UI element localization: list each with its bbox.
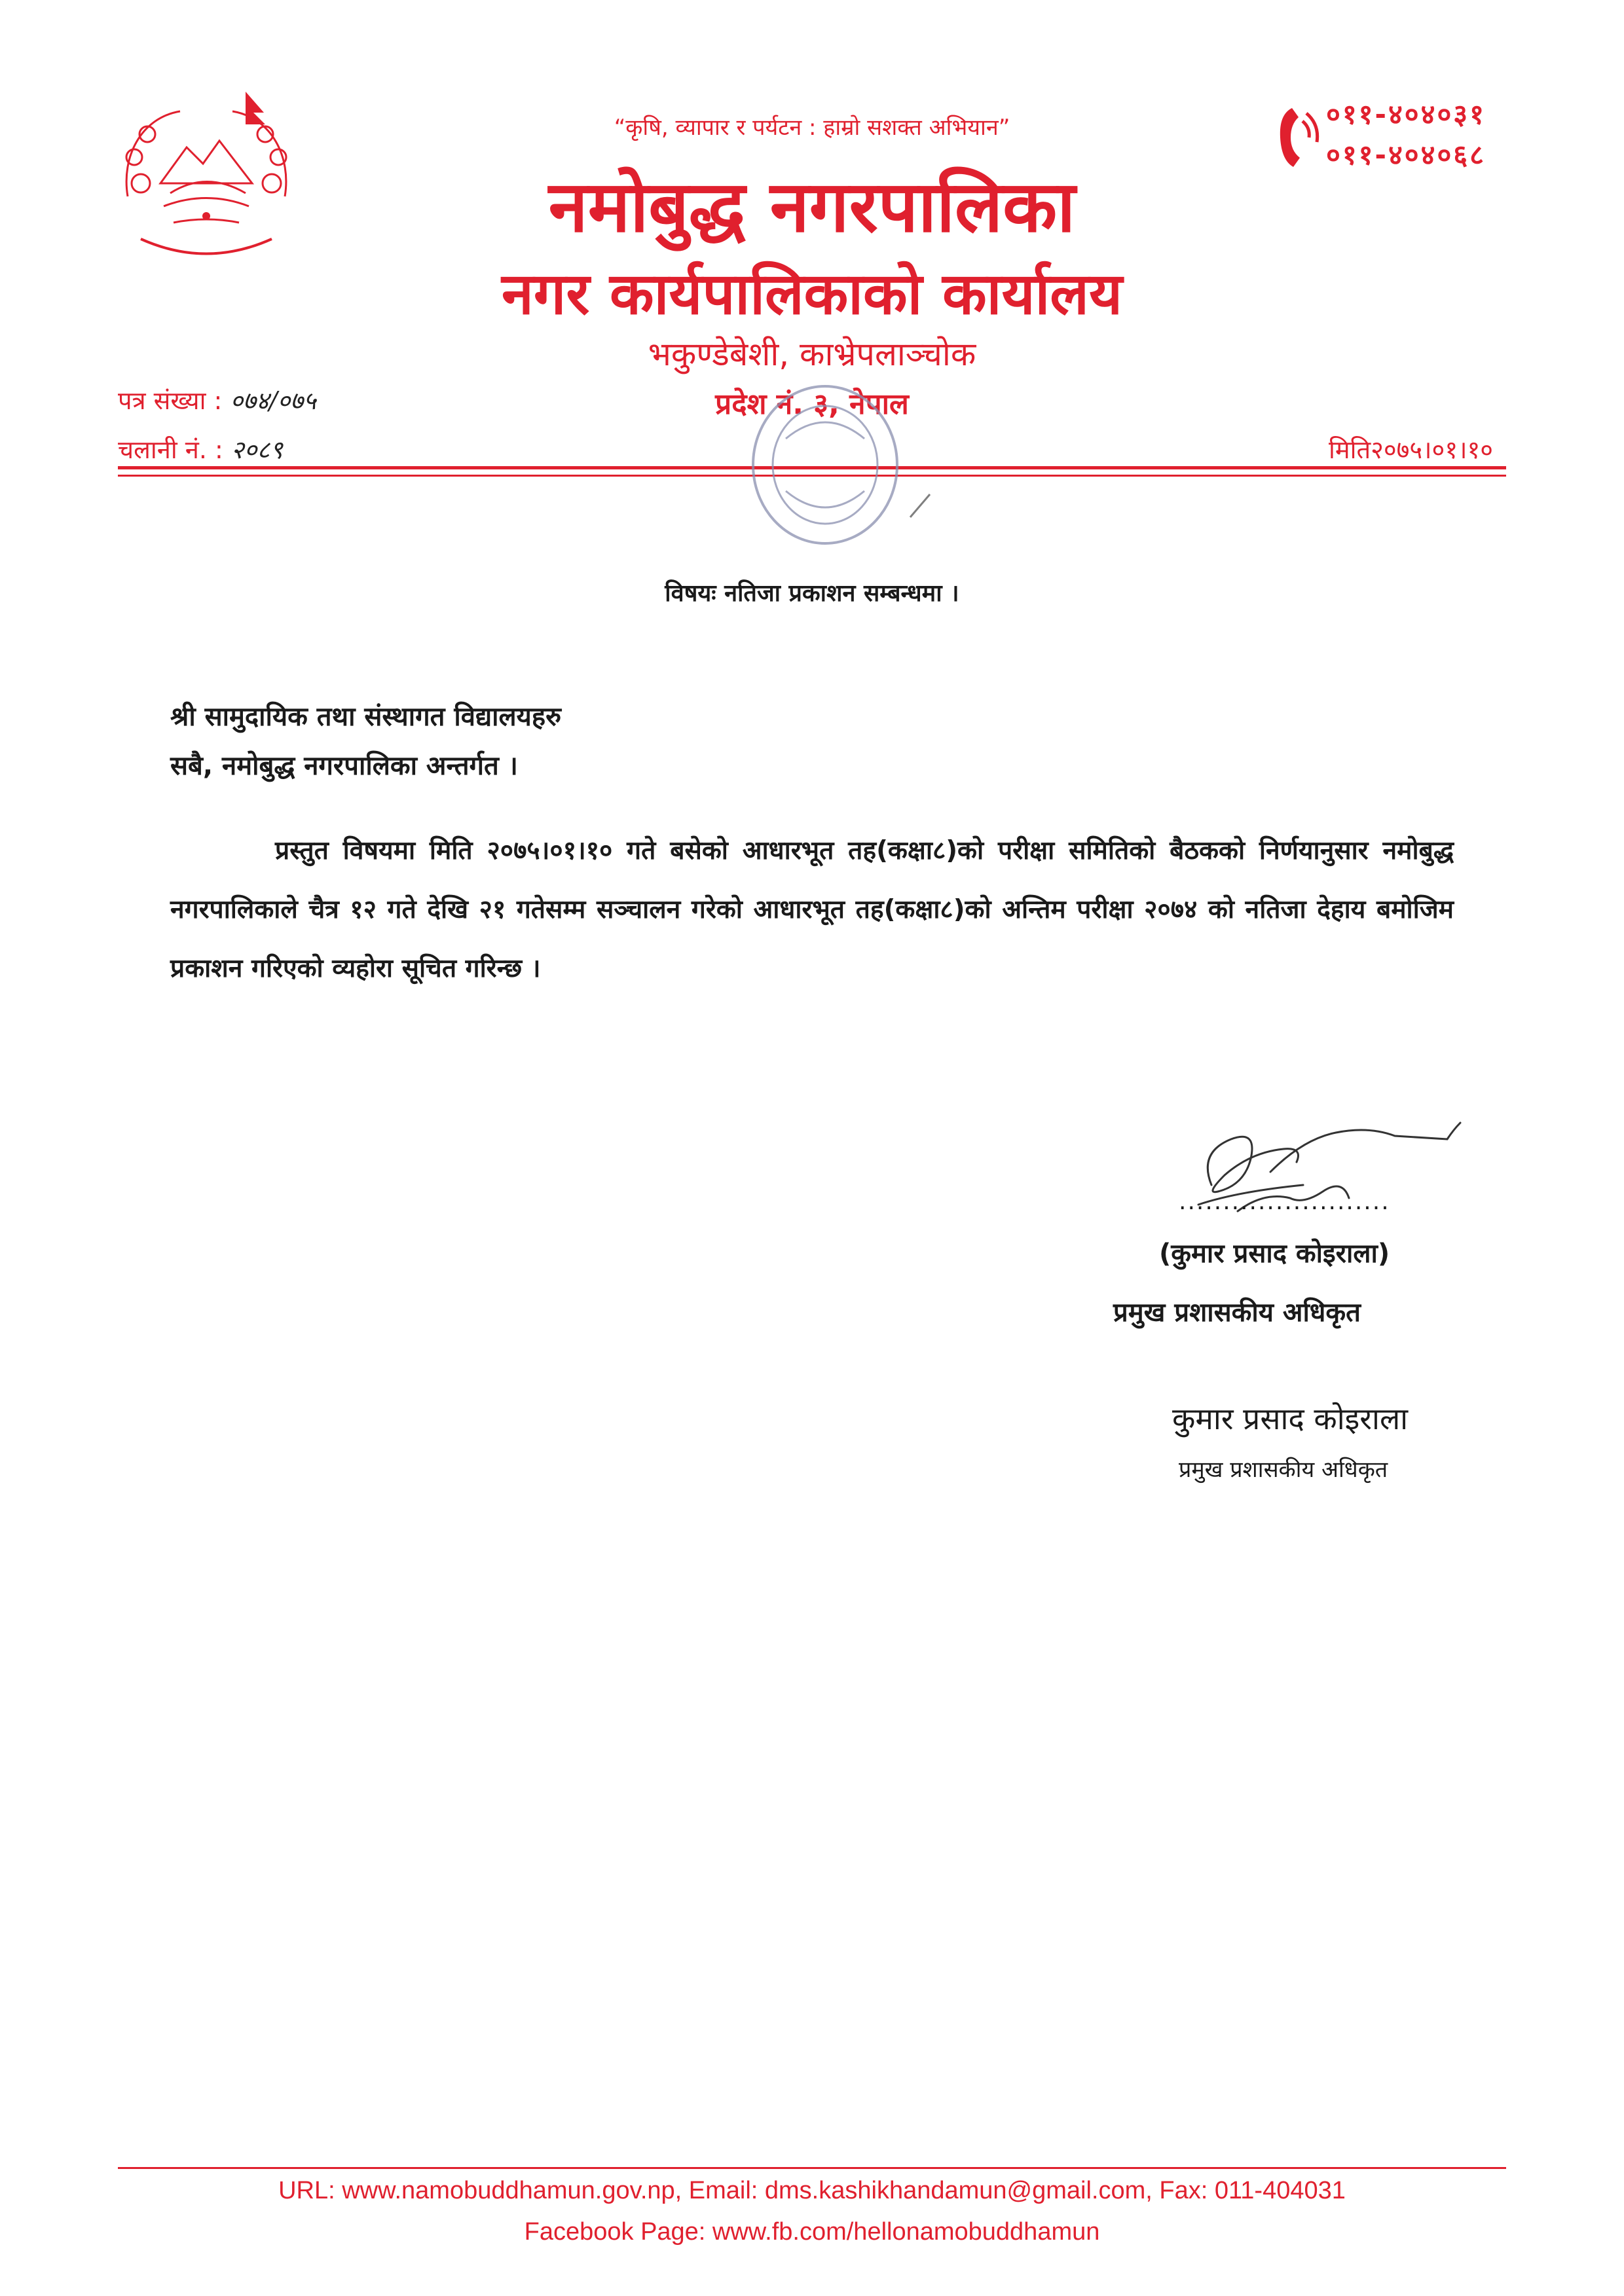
letter-number xyxy=(118,383,316,417)
dispatch-number xyxy=(118,432,283,466)
letter-body: प्रस्तुत विषयमा मिति २०७५।०१।१० गते बसेको आधारभूत तह(कक्षा८)को परीक्षा समितिको बैठकको निर्णयानुसार नमोबुद्ध नगरपालिकाले चैत्र १२ गते देखि २१ गतेसम्म सञ्चालन गरेको आधारभूत तह(कक्षा८)को अन्तिम परीक्षा २०७४ को नतिजा देहाय बमोजिम प्रकाशन गरिएको व्यहोरा सूचित गरिन्छ । xyxy=(170,836,1454,983)
signature-line: ........................ xyxy=(1179,1188,1390,1215)
title-stamp: प्रमुख प्रशासकीय अधिकृत xyxy=(1179,1457,1388,1483)
phone-number-1: ०११-४०४०३१ xyxy=(1326,98,1486,130)
name-stamp: कुमार प्रसाद कोइराला xyxy=(1172,1401,1409,1436)
municipality-name: नमोबुद्ध नगरपालिका xyxy=(548,166,1076,248)
letter-subject: विषयः नतिजा प्रकाशन सम्बन्धमा । xyxy=(665,580,959,607)
phone-number-2: ०११-४०४०६८ xyxy=(1326,139,1486,171)
footer-facebook: Facebook Page: www.fb.com/hellonamobuddhamun xyxy=(524,2218,1100,2246)
recipient-line-2: सबै, नमोबुद्ध नगरपालिका अन्तर्गत । xyxy=(170,751,518,781)
office-seal-icon xyxy=(694,367,956,556)
footer-contact: URL: www.namobuddhamun.gov.np, Email: dms.kashikhandamun@gmail.com, Fax: 011-404031 xyxy=(278,2177,1346,2204)
office-address: भकुण्डेबेशी, काभ्रेपलाञ्चोक xyxy=(648,335,976,373)
letter-number-label: पत्र संख्या : xyxy=(118,386,223,415)
signatory-title: प्रमुख प्रशासकीय अधिकृत xyxy=(1113,1298,1361,1328)
signatory-name: (कुमार प्रसाद कोइराला) xyxy=(1159,1239,1390,1269)
province: प्रदेश नं. ३, नेपाल xyxy=(715,388,909,421)
dispatch-number-label: चलानी नं. : xyxy=(118,435,223,464)
dispatch-number-value: २०८९ xyxy=(231,435,283,464)
recipient-line-1: श्री सामुदायिक तथा संस्थागत विद्यालयहरु xyxy=(170,702,561,732)
footer-divider xyxy=(118,2167,1506,2169)
slogan: “कृषि, व्यापार र पर्यटन : हाम्रो सशक्त अभियान” xyxy=(614,115,1010,141)
letter-date: मिति२०७५।०१।१० xyxy=(1329,435,1493,464)
office-name: नगर कार्यपालिकाको कार्यालय xyxy=(502,260,1122,327)
letter-number-value: ०७४/०७५ xyxy=(230,386,316,415)
